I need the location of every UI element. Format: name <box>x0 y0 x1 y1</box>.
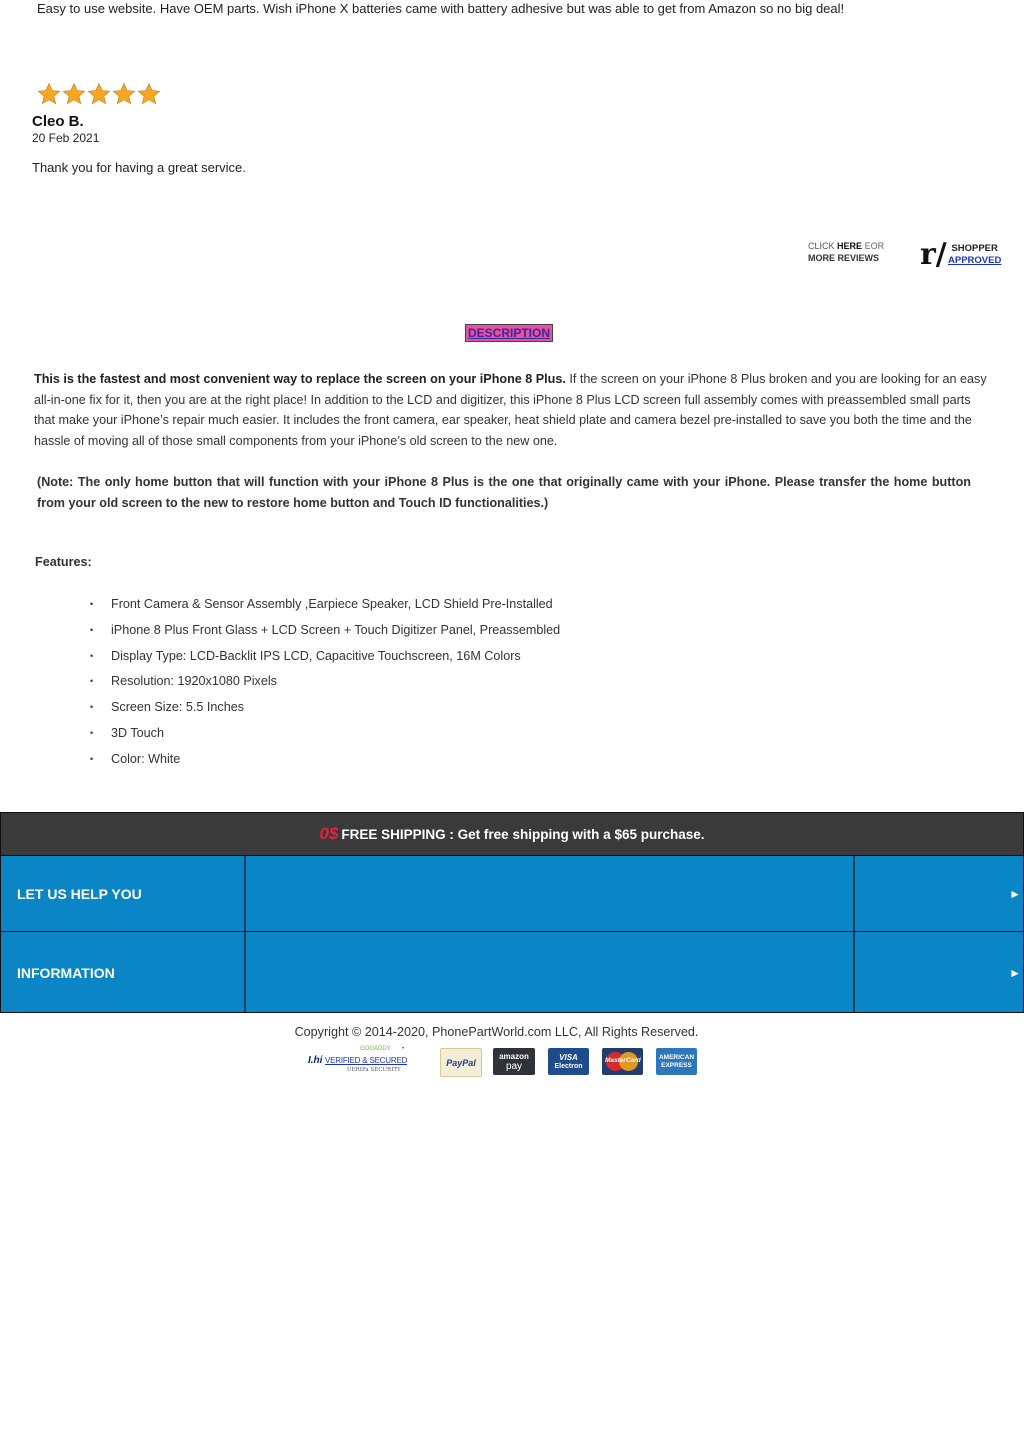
list-item <box>90 646 560 672</box>
reviewer-name: Cleo B. <box>32 113 84 130</box>
free-shipping-icon: 0$ <box>319 824 339 843</box>
visa-label: VISA <box>559 1052 578 1062</box>
amazon-pay-card-icon <box>493 1048 535 1075</box>
review-date: 20 Feb 2021 <box>32 131 100 145</box>
accordion-information[interactable] <box>0 931 1024 1013</box>
bullet: • <box>90 624 94 635</box>
shopper-label: SHOPPER <box>951 243 998 254</box>
star-rating <box>37 82 161 106</box>
seal-provider: GOGADDY <box>360 1046 391 1052</box>
features-list <box>90 594 560 775</box>
description-intro-rest: If the screen on your iPhone 8 Plus broken and you are looking for an easy all-in-one fix for it, then you are at the right place! In addition to the LCD and digitizer, this iPhone 8 Plus LCD screen full assembly comes with preassembled small parts that make your iPhone’s repair much easier. It includes the front camera, ear speaker, heat shield plate and camera bezel pre-installed to save you both the time and the hassle of moving all of those small components from your iPhone’s old screen to the new one. <box>34 372 987 448</box>
bullet: • <box>90 753 94 764</box>
star-icon <box>87 82 111 106</box>
amex-label-top: AMERICAN <box>658 1053 695 1061</box>
accordion-spacer-cell <box>246 856 855 931</box>
more-reviews-label: MORE REVIEWS <box>808 253 880 263</box>
seal-subtext: UERIFa SECURITY <box>347 1067 401 1073</box>
more-reviews-click: CLICK <box>808 241 835 251</box>
bullet: • <box>90 599 94 609</box>
seal-badge <box>308 1055 407 1066</box>
bullet: • <box>90 727 94 738</box>
feature-text: Display Type: LCD-Backlit IPS LCD, Capacitive Touchscreen, 16M Colors <box>111 648 521 663</box>
description-intro-bold: This is the fastest and most convenient way to replace the screen on your iPhone 8 Plus. <box>34 372 566 386</box>
list-item <box>90 620 560 646</box>
mastercard-card-icon <box>602 1048 643 1075</box>
more-reviews-eor: EOR <box>864 241 885 251</box>
amazon-label: amazon <box>499 1051 529 1061</box>
visa-electron-card-icon <box>548 1048 589 1075</box>
bullet: • <box>90 650 94 661</box>
expand-arrow-icon[interactable]: ► <box>1009 966 1021 980</box>
feature-text: 3D Touch <box>111 725 164 740</box>
home-button-note: (Note: The only home button that will function with your iPhone 8 Plus is the one that originally came with your iPhone. Please transfer the home button from your old screen to the new to restore home button and Touch ID functionalities.) <box>37 475 971 510</box>
list-item <box>90 594 560 620</box>
copyright-text: Copyright © 2014-2020, PhonePartWorld.com LLC, All Rights Reserved. <box>294 1025 699 1039</box>
bullet: • <box>90 676 94 687</box>
amex-label-bottom: EXPRESS <box>661 1061 692 1069</box>
paypal-label: PayPal <box>446 1057 476 1068</box>
accordion-let-us-help-you[interactable] <box>0 855 1024 932</box>
feature-text: Resolution: 1920x1080 Pixels <box>111 674 277 689</box>
feature-text: Screen Size: 5.5 Inches <box>111 700 245 715</box>
mastercard-label: MasterCard <box>605 1057 641 1064</box>
description-paragraph <box>34 369 990 451</box>
free-shipping-text: FREE SHIPPING : Get free shipping with a $65 purchase. <box>341 826 705 842</box>
approved-link[interactable]: APPROVED <box>948 255 1002 266</box>
expand-arrow-icon[interactable]: ► <box>1009 887 1021 901</box>
tab-description[interactable]: DESCRIPTION <box>465 324 553 342</box>
accordion-label[interactable]: LET US HELP YOU <box>17 886 142 902</box>
seal-dot: • <box>402 1046 405 1052</box>
feature-text: Color: White <box>111 751 181 766</box>
shopper-approved-logo: r/ <box>920 237 947 272</box>
seal-mark: I.hi <box>308 1055 323 1066</box>
features-heading: Features: <box>35 555 92 569</box>
star-icon <box>112 82 136 106</box>
paypal-card-icon <box>440 1048 482 1077</box>
list-item <box>90 697 560 723</box>
seal-badge-text: VERIFIED & SECURED <box>324 1056 408 1065</box>
amazon-pay-label: pay <box>505 1060 523 1072</box>
electron-label: Electron <box>554 1062 583 1070</box>
feature-text: iPhone 8 Plus Front Glass + LCD Screen + Touch Digitizer Panel, Preassembled <box>111 622 561 637</box>
feature-text: Front Camera & Sensor Assembly ,Earpiece Speaker, LCD Shield Pre-Installed <box>111 597 553 611</box>
star-icon <box>37 82 61 106</box>
verified-secured-seal[interactable] <box>300 1045 410 1079</box>
free-shipping-banner <box>0 812 1024 856</box>
more-reviews-here[interactable]: HERE <box>837 241 863 251</box>
shopper-approved-badge[interactable] <box>948 243 1001 267</box>
list-item <box>90 749 560 775</box>
previous-review-text: Easy to use website. Have OEM parts. Wish iPhone X batteries came with battery adhesive but was able to get from Amazon so no big deal! <box>37 1 845 16</box>
review-text: Thank you for having a great service. <box>32 160 246 175</box>
amex-card-icon <box>656 1048 697 1075</box>
list-item <box>90 671 560 697</box>
accordion-spacer-cell <box>246 932 855 1012</box>
list-item <box>90 723 560 749</box>
star-icon <box>137 82 161 106</box>
star-icon <box>62 82 86 106</box>
accordion-label[interactable]: INFORMATION <box>17 965 115 981</box>
more-reviews-link[interactable] <box>808 240 884 264</box>
bullet: • <box>90 702 94 713</box>
